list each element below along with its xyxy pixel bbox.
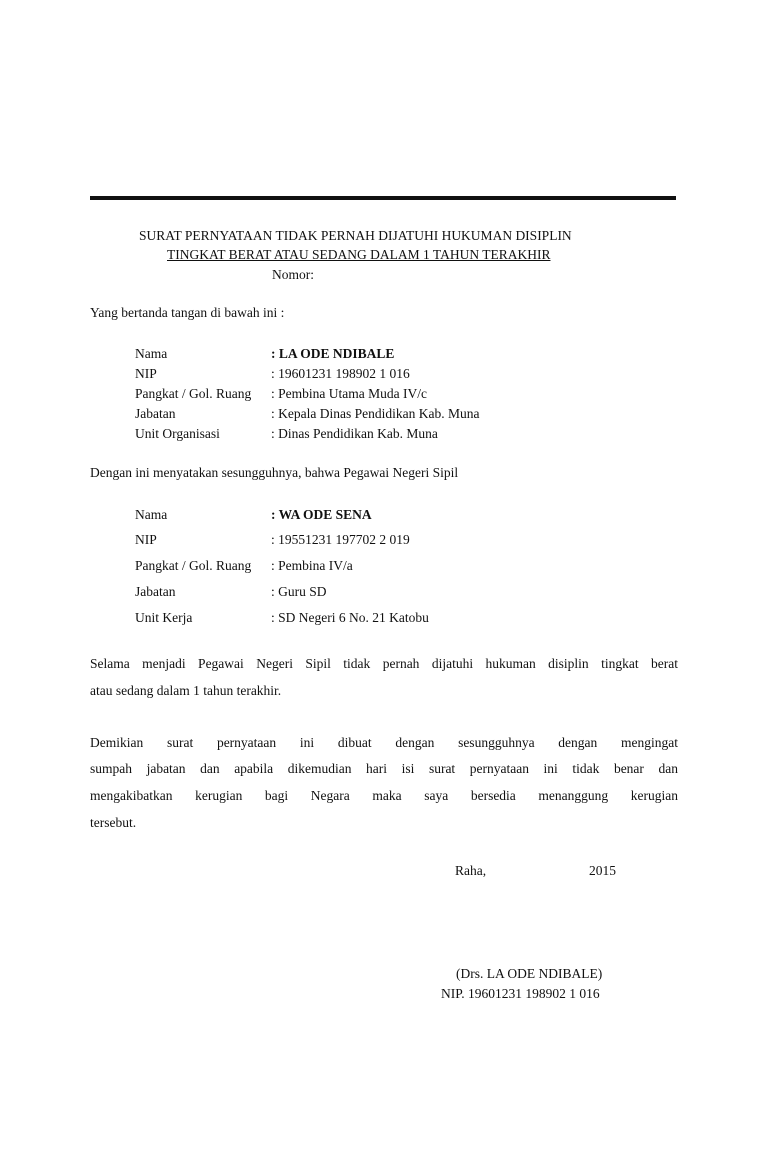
employee-name-label: Nama xyxy=(135,507,168,522)
employee-name-value: : WA ODE SENA xyxy=(271,507,372,522)
signer-signature-nip: NIP. 19601231 198902 1 016 xyxy=(441,986,600,1001)
signer-unit-value: : Dinas Pendidikan Kab. Muna xyxy=(271,426,438,441)
place-label: Raha, xyxy=(455,863,487,878)
date-year: 2015 xyxy=(589,863,616,878)
employee-nip-label: NIP xyxy=(135,532,157,547)
statement-intro-text: Dengan ini menyatakan sesungguhnya, bahwa Pegawai Negeri Sipil xyxy=(90,465,459,480)
closing-paragraph-line-1: Demikian surat pernyataan ini dibuat dengan sesungguhnya dengan mengingat xyxy=(90,735,678,750)
signer-rank-label: Pangkat / Gol. Ruang xyxy=(135,386,252,401)
closing-paragraph-line-3: mengakibatkan kerugian bagi Negara maka saya bersedia menanggung kerugian xyxy=(90,788,678,803)
statement-paragraph-line-2: atau sedang dalam 1 tahun terakhir. xyxy=(90,683,282,698)
statement-paragraph-line-1: Selama menjadi Pegawai Negeri Sipil tidak pernah dijatuhi hukuman disiplin tingkat berat xyxy=(90,656,678,671)
signer-nip-label: NIP xyxy=(135,366,157,381)
closing-paragraph-line-2: sumpah jabatan dan apabila dikemudian hari isi surat pernyataan ini tidak benar dan xyxy=(90,761,678,776)
document-number-label: Nomor: xyxy=(272,267,314,282)
signer-position-label: Jabatan xyxy=(135,406,176,421)
employee-position-value: : Guru SD xyxy=(271,584,327,599)
signer-name-label: Nama xyxy=(135,346,168,361)
employee-unit-label: Unit Kerja xyxy=(135,610,193,625)
employee-rank-value: : Pembina IV/a xyxy=(271,558,353,573)
intro-text: Yang bertanda tangan di bawah ini : xyxy=(90,305,285,320)
signer-name-value: : LA ODE NDIBALE xyxy=(271,346,395,361)
employee-unit-value: : SD Negeri 6 No. 21 Katobu xyxy=(271,610,429,625)
signer-nip-value: : 19601231 198902 1 016 xyxy=(271,366,410,381)
employee-nip-value: : 19551231 197702 2 019 xyxy=(271,532,410,547)
document-title-line-1: SURAT PERNYATAAN TIDAK PERNAH DIJATUHI HUKUMAN DISIPLIN xyxy=(139,228,572,243)
document-title-line-2: TINGKAT BERAT ATAU SEDANG DALAM 1 TAHUN TERAKHIR xyxy=(167,247,551,262)
employee-rank-label: Pangkat / Gol. Ruang xyxy=(135,558,252,573)
signer-position-value: : Kepala Dinas Pendidikan Kab. Muna xyxy=(271,406,480,421)
signer-unit-label: Unit Organisasi xyxy=(135,426,220,441)
signer-rank-value: : Pembina Utama Muda IV/c xyxy=(271,386,427,401)
header-divider-rule xyxy=(90,196,676,200)
closing-paragraph-line-4: tersebut. xyxy=(90,815,137,830)
signer-signature-name: (Drs. LA ODE NDIBALE) xyxy=(456,966,603,981)
employee-position-label: Jabatan xyxy=(135,584,176,599)
